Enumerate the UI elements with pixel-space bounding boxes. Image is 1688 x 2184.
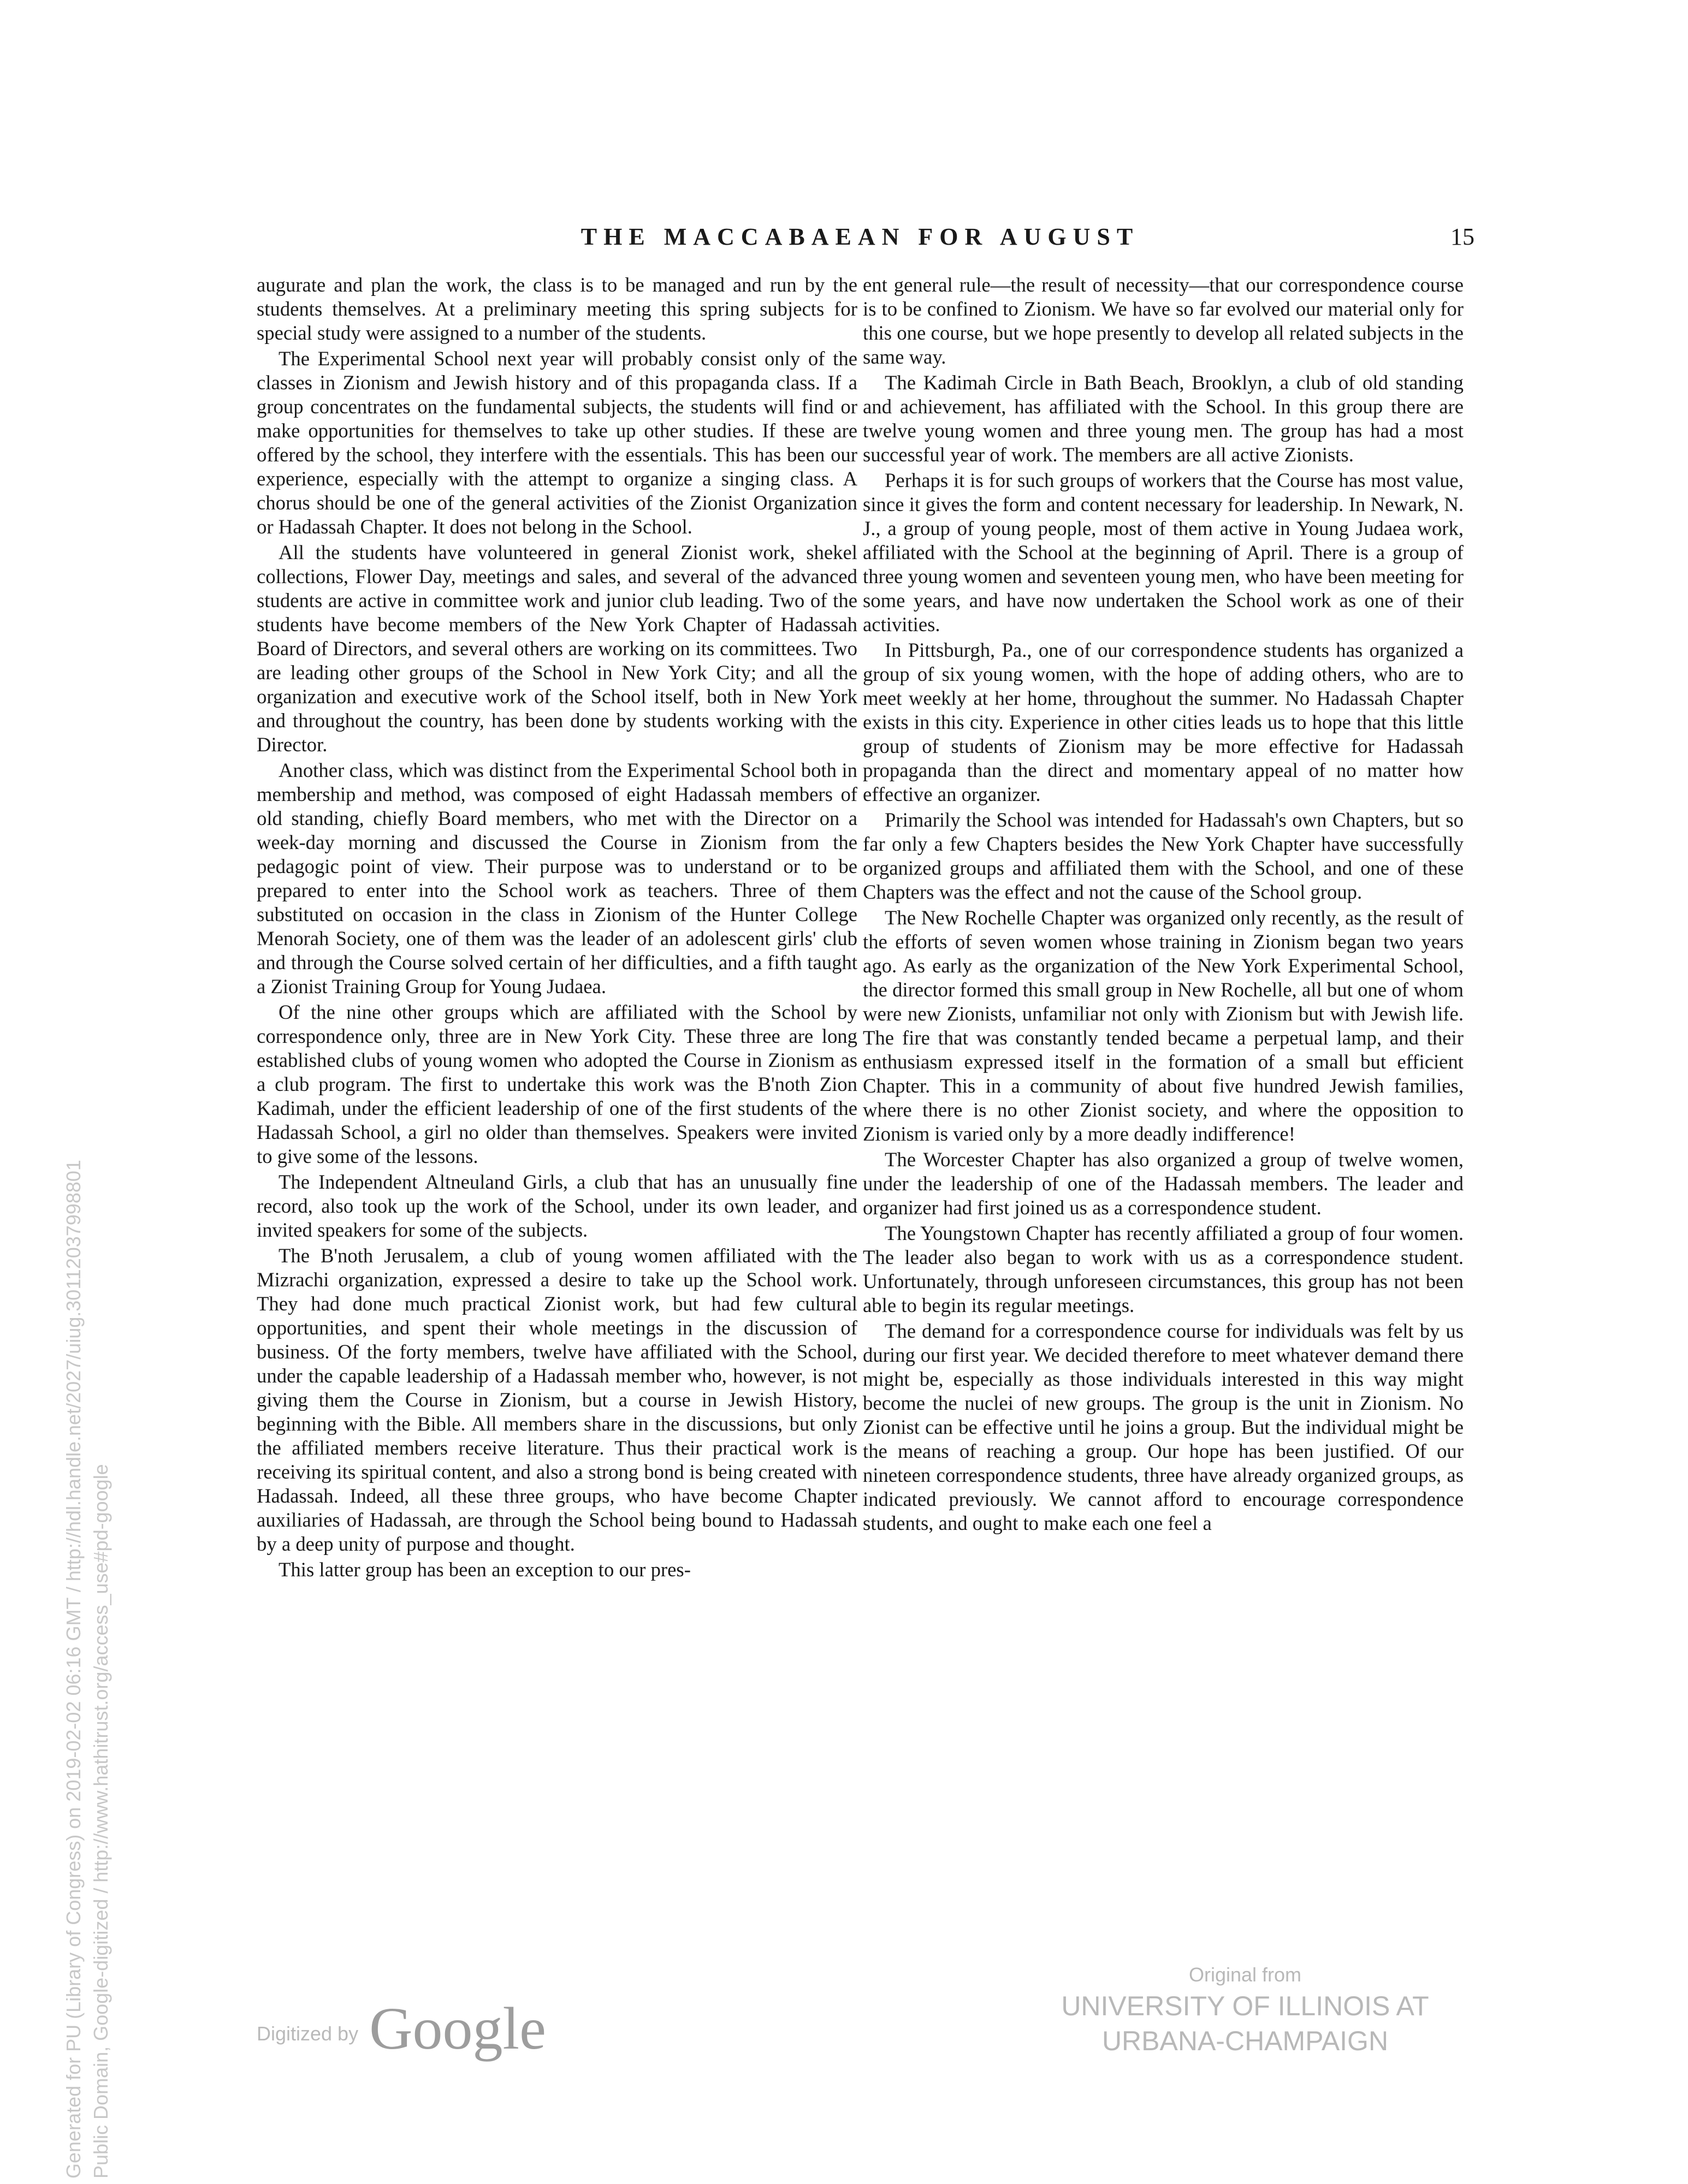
paragraph: All the students have volunteered in general Zionist work, shekel collections, Flower Day, meetings and sales, and several of the advanced students are active in committee work and junior club leading. Two of the students have become members of the New York Chapter of Hadassah Board of Directors, and several others are working on its committees. Two are leading other groups of the School in New York City; and all the organization and executive work of the School itself, both in New York and throughout the country, has been done by students working with the Director.	[257, 541, 857, 756]
original-source	[1027, 1961, 1464, 2058]
paragraph: The demand for a correspondence course for individuals was felt by us during our first year. We decided therefore to meet whatever demand there might be, especially as those individuals interested in this way might become the nuclei of new groups. The group is the unit in Zionism. No Zionist can be effective until he joins a group. But the individual might be the means of reaching a group. Our hope has been justified. Of our nineteen correspondence students, three have already organized groups, as indicated previously. We cannot afford to encourage correspondence students, and ought to make each one feel a	[863, 1320, 1464, 1534]
watermark-line: Public Domain, Google-digitized / http://www.hathitrust.org/access_use#pd-google	[90, 1464, 112, 2179]
paragraph: The Youngstown Chapter has recently affiliated a group of four women. The leader also began to work with us as a correspondence student. Unfortunately, through unforeseen circumstances, this group has not been able to begin its regular meetings.	[863, 1222, 1464, 1316]
institution-line: UNIVERSITY OF ILLINOIS AT	[1061, 1991, 1429, 2021]
paragraph: The B'noth Jerusalem, a club of young women affiliated with the Mizrachi organization, expressed a desire to take up the School work. They had done much practical Zionist work, but had few cultural opportunities, and spent their whole meetings in the discussion of business. Of the forty members, twelve have affiliated with the School, under the capable leadership of a Hadassah member who, however, is not giving them the Course in Zionism, but a course in Jewish History, beginning with the Bible. All members share in the discussions, but only the affiliated members receive literature. Thus their practical work is receiving its spiritual content, and also a strong bond is being created with Hadassah. Indeed, all these three groups, who have become Chapter auxiliaries of Hadassah, are through the School being bound to Hadassah by a deep unity of purpose and thought.	[257, 1244, 857, 1555]
google-logo: Google	[369, 1995, 546, 2062]
paragraph: The Independent Altneuland Girls, a club that has an unusually fine record, also took up the work of the School, under its own leader, and invited speakers for some of the subjects.	[257, 1171, 857, 1241]
original-from-label: Original from	[1188, 1963, 1302, 1986]
paragraph: Of the nine other groups which are affiliated with the School by correspondence only, three are in New York City. These three are long established clubs of young women who adopted the Course in Zionism as a club program. The first to undertake this work was the B'noth Zion Kadimah, under the efficient leadership of one of the first students of the Hadassah School, a girl no older than themselves. Speakers were invited to give some of the lessons.	[257, 1001, 857, 1167]
paragraph: Perhaps it is for such groups of workers that the Course has most value, since it gives the form and content necessary for leadership. In Newark, N. J., a group of young people, most of them active in Young Judaea work, affiliated with the School at the beginning of April. There is a group of three young women and seventeen young men, who have been meeting for some years, and have now undertaken the School work as one of their activities.	[863, 469, 1464, 636]
left-column	[257, 273, 857, 1582]
paragraph: Primarily the School was intended for Hadassah's own Chapters, but so far only a few Chapters besides the New York Chapter have successfully organized groups and affiliated them with the School, and one of these Chapters was the effect and not the cause of the School group.	[863, 809, 1464, 903]
paragraph: The Kadimah Circle in Bath Beach, Brooklyn, a club of old standing and achievement, has affiliated with the School. In this group there are twelve young women and three young men. The group has had a most successful year of work. The members are all active Zionists.	[863, 371, 1464, 466]
right-column	[863, 273, 1464, 1535]
institution-line: URBANA-CHAMPAIGN	[1101, 2026, 1389, 2056]
paragraph: augurate and plan the work, the class is to be managed and run by the students themselves. At a preliminary meeting this spring subjects for special study were assigned to a number of the students.	[257, 274, 857, 344]
paragraph: ent general rule—the result of necessity—that our correspondence course is to be confined to Zionism. We have so far evolved our material only for this one course, but we hope presently to develop all related subjects in the same way.	[863, 274, 1464, 368]
running-title: THE MACCABAEAN FOR AUGUST	[581, 223, 1140, 250]
paragraph: The Worcester Chapter has also organized a group of twelve women, under the leadership of one of the Hadassah members. The leader and organizer had first joined us as a correspondence student.	[863, 1148, 1464, 1219]
paragraph: The Experimental School next year will probably consist only of the classes in Zionism and Jewish history and of this propaganda class. If a group concentrates on the fundamental subjects, the students will find or make opportunities for themselves to take up other studies. If these are offered by the school, they interfere with the essentials. This has been our experience, especially with the attempt to organize a singing class. A chorus should be one of the general activities of the Zionist Organization or Hadassah Chapter. It does not belong in the School.	[257, 347, 857, 538]
digitized-by-label: Digitized by	[257, 2022, 359, 2045]
access-watermark	[60, 1160, 115, 2179]
page-number: 15	[1450, 223, 1474, 250]
paragraph: In Pittsburgh, Pa., one of our correspondence students has organized a group of six young women, with the hope of adding others, who are to meet weekly at her home, throughout the summer. No Hadassah Chapter exists in this city. Experience in other cities leads us to hope that this little group of students of Zionism may be more effective for Hadassah propaganda than the direct and momentary appeal of no matter how effective an organizer.	[863, 639, 1464, 805]
paragraph: The New Rochelle Chapter was organized only recently, as the result of the efforts of seven women whose training in Zionism began two years ago. As early as the organization of the New York Experimental School, the director formed this small group in New Rochelle, all but one of whom were new Zionists, unfamiliar not only with Zionism but with Jewish life. The fire that was constantly tended became a perpetual lamp, and their enthusiasm expressed itself in the formation of a small but efficient Chapter. This in a community of about five hundred Jewish families, where there is no other Zionist society, and where the opposition to Zionism is varied only by a more deadly indifference!	[863, 906, 1464, 1145]
watermark-line: Generated for PU (Library of Congress) on 2019-02-02 06:16 GMT / http://hdl.handle.net/2027/uiug.30112037998801	[62, 1160, 85, 2179]
paragraph: Another class, which was distinct from the Experimental School both in membership and method, was composed of eight Hadassah members of old standing, chiefly Board members, who met with the Director on a week-day morning and discussed the Course in Zionism from the pedagogic point of view. Their purpose was to understand or to be prepared to enter into the School work as teachers. Three of them substituted on occasion in the class in Zionism of the Hunter College Menorah Society, one of them was the leader of an adolescent girls' club and through the Course solved certain of her difficulties, and a fifth taught a Zionist Training Group for Young Judaea.	[257, 759, 857, 998]
paragraph: This latter group has been an exception to our pres-	[279, 1558, 691, 1581]
digitized-by-google	[257, 1987, 546, 2062]
